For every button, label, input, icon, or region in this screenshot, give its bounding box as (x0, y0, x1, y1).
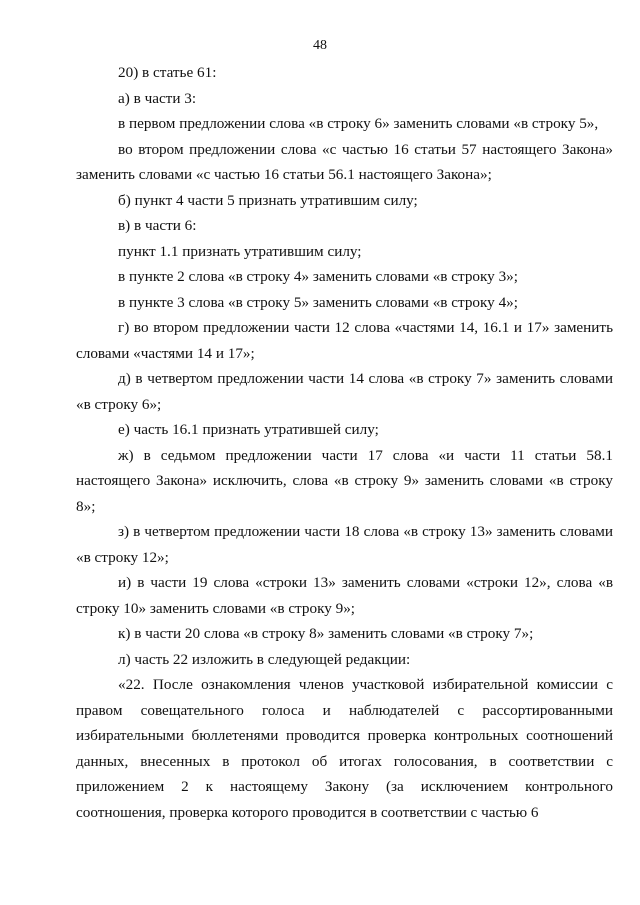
paragraph: л) часть 22 изложить в следующей редакции: (118, 650, 411, 668)
paragraph: г) во втором предложении части 12 слова «частями 14, 16.1 и 17» заменить словами «частями 14 и 17»; (76, 319, 613, 362)
document-body (76, 60, 613, 825)
paragraph: е) часть 16.1 признать утратившей силу; (118, 421, 379, 438)
paragraph: в пункте 2 слова «в строку 4» заменить словами «в строку 3»; (118, 268, 518, 285)
paragraph: д) в четвертом предложении части 14 слова «в строку 7» заменить словами «в строку 6»; (76, 370, 613, 413)
paragraph: ж) в седьмом предложении части 17 слова «и части 11 статьи 58.1 настоящего Закона» исключить, слова «в строку 9» заменить словами «в строку 8»; (76, 446, 613, 515)
page-number: 48 (313, 38, 327, 53)
paragraph: б) пункт 4 части 5 признать утратившим силу; (118, 191, 418, 209)
paragraph: а) в части 3: (118, 89, 197, 107)
paragraph: во втором предложении слова «с частью 16 статьи 57 настоящего Закона» заменить словами «с частью 16 статьи 56.1 настоящего Закона»; (76, 140, 613, 183)
paragraph: з) в четвертом предложении части 18 слова «в строку 13» заменить словами «в строку 12»; (76, 523, 613, 566)
paragraph: 20) в статье 61: (118, 64, 217, 81)
paragraph: в) в части 6: (118, 217, 197, 234)
paragraph: и) в части 19 слова «строки 13» заменить словами «строки 12», слова «в строку 10» заменить словами «в строку 9»; (76, 574, 613, 617)
paragraph: в первом предложении слова «в строку 6» заменить словами «в строку 5», (118, 115, 599, 132)
paragraph: к) в части 20 слова «в строку 8» заменить словами «в строку 7»; (118, 625, 534, 642)
paragraph: «22. После ознакомления членов участковой избирательной комиссии с правом совещательного голоса и наблюдателей с рассортированными избирательными бюллетенями проводится проверка контрольных соотношений данных, внесенных в протокол об итогах голосования, в соответствии с приложением 2 к настоящему Закону (за исключением контрольного соотношения, проверка которого проводится в соответствии с частью 6 (76, 676, 613, 821)
paragraph: в пункте 3 слова «в строку 5» заменить словами «в строку 4»; (118, 293, 518, 311)
paragraph: пункт 1.1 признать утратившим силу; (118, 242, 362, 260)
